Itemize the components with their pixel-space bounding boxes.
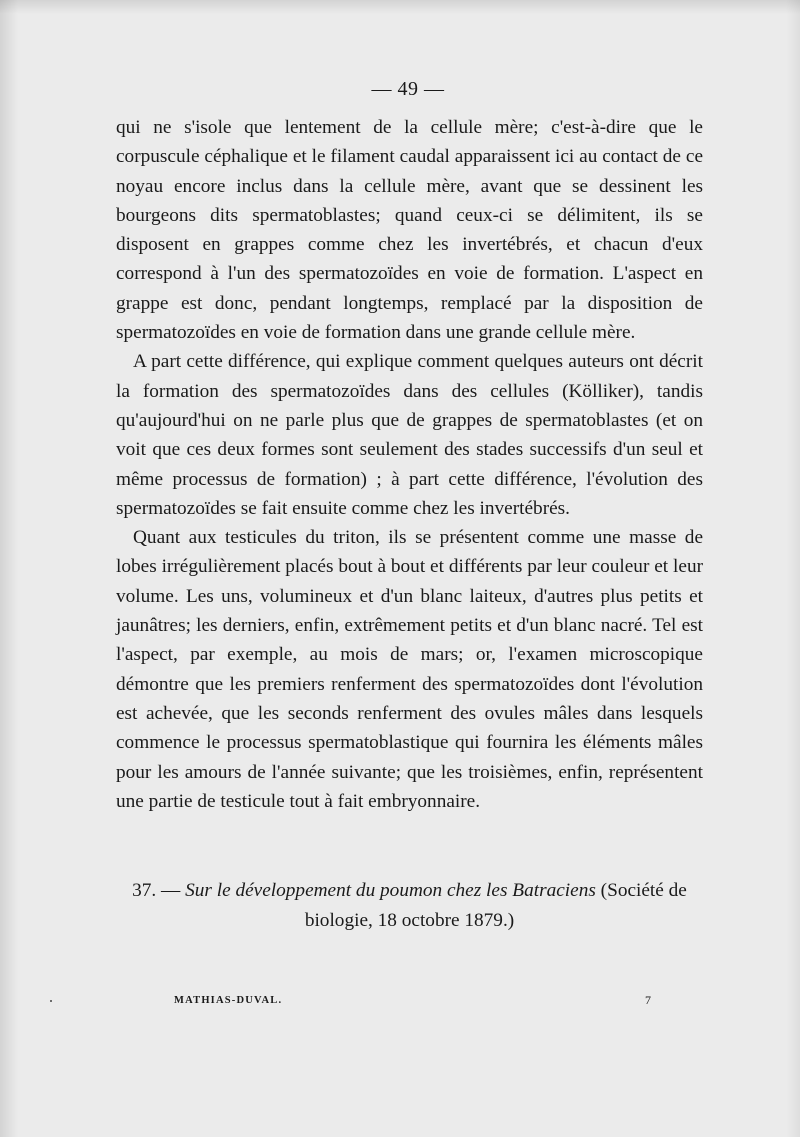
reference-source: (Société de biologie, 18 octobre 1879.) xyxy=(304,880,687,931)
printer-signature: MATHIAS-DUVAL. xyxy=(174,995,283,1006)
paper-speck xyxy=(50,1000,52,1002)
reference-number: 37. — xyxy=(132,880,181,901)
body-text xyxy=(116,113,703,816)
paragraph-1: qui ne s'isole que lentement de la cellule mère; c'est-à-dire que le corpuscule céphalique et le filament caudal apparaissent ici au contact de ce noyau encore inclus dans la cellule mère, avant que se dessinent les bourgeons dits spermatoblastes; quand ceux-ci se délimitent, ils se disposent en grappes comme chez les invertébrés, et chacun d'eux correspond à l'un des spermatozoïdes en voie de formation. L'aspect en grappe est donc, pendant longtemps, remplacé par la disposition de spermatozoïdes en voie de formation dans une grande cellule mère. xyxy=(116,117,703,344)
page-number: — 49 — xyxy=(371,78,445,100)
paragraph-3: Quant aux testicules du triton, ils se présentent comme une masse de lobes irrégulièrement placés bout à bout et différents par leur couleur et leur volume. Les uns, volumineux et d'un blanc laiteux, d'autres plus petits et jaunâtres; les derniers, enfin, extrêmement petits et d'un blanc nacré. Tel est l'aspect, par exemple, au mois de mars; or, l'examen microscopique démontre que les premiers renferment des spermatozoïdes dont l'évolution est achevée, que les seconds renferment des ovules mâles dans lesquels commence le processus spermatoblastique qui fournira les éléments mâles pour les amours de l'année suivante; que les troisièmes, enfin, représentent une partie de testicule tout à fait embryonnaire. xyxy=(116,527,703,812)
paragraph-2: A part cette différence, qui explique comment quelques auteurs ont décrit la formation des spermatozoïdes dans des cellules (Kölliker), tandis qu'aujourd'hui on ne parle plus que de grappes de spermatoblastes (et on voit que ces deux formes sont seulement des stades successifs d'un seul et même processus de formation) ; à part cette différence, l'évolution des spermatozoïdes se fait ensuite comme chez les invertébrés. xyxy=(116,351,703,519)
sheet-number: 7 xyxy=(645,993,651,1007)
reference-title: Sur le développement du poumon chez les Batraciens xyxy=(185,880,596,901)
bibliographic-reference xyxy=(116,876,703,936)
